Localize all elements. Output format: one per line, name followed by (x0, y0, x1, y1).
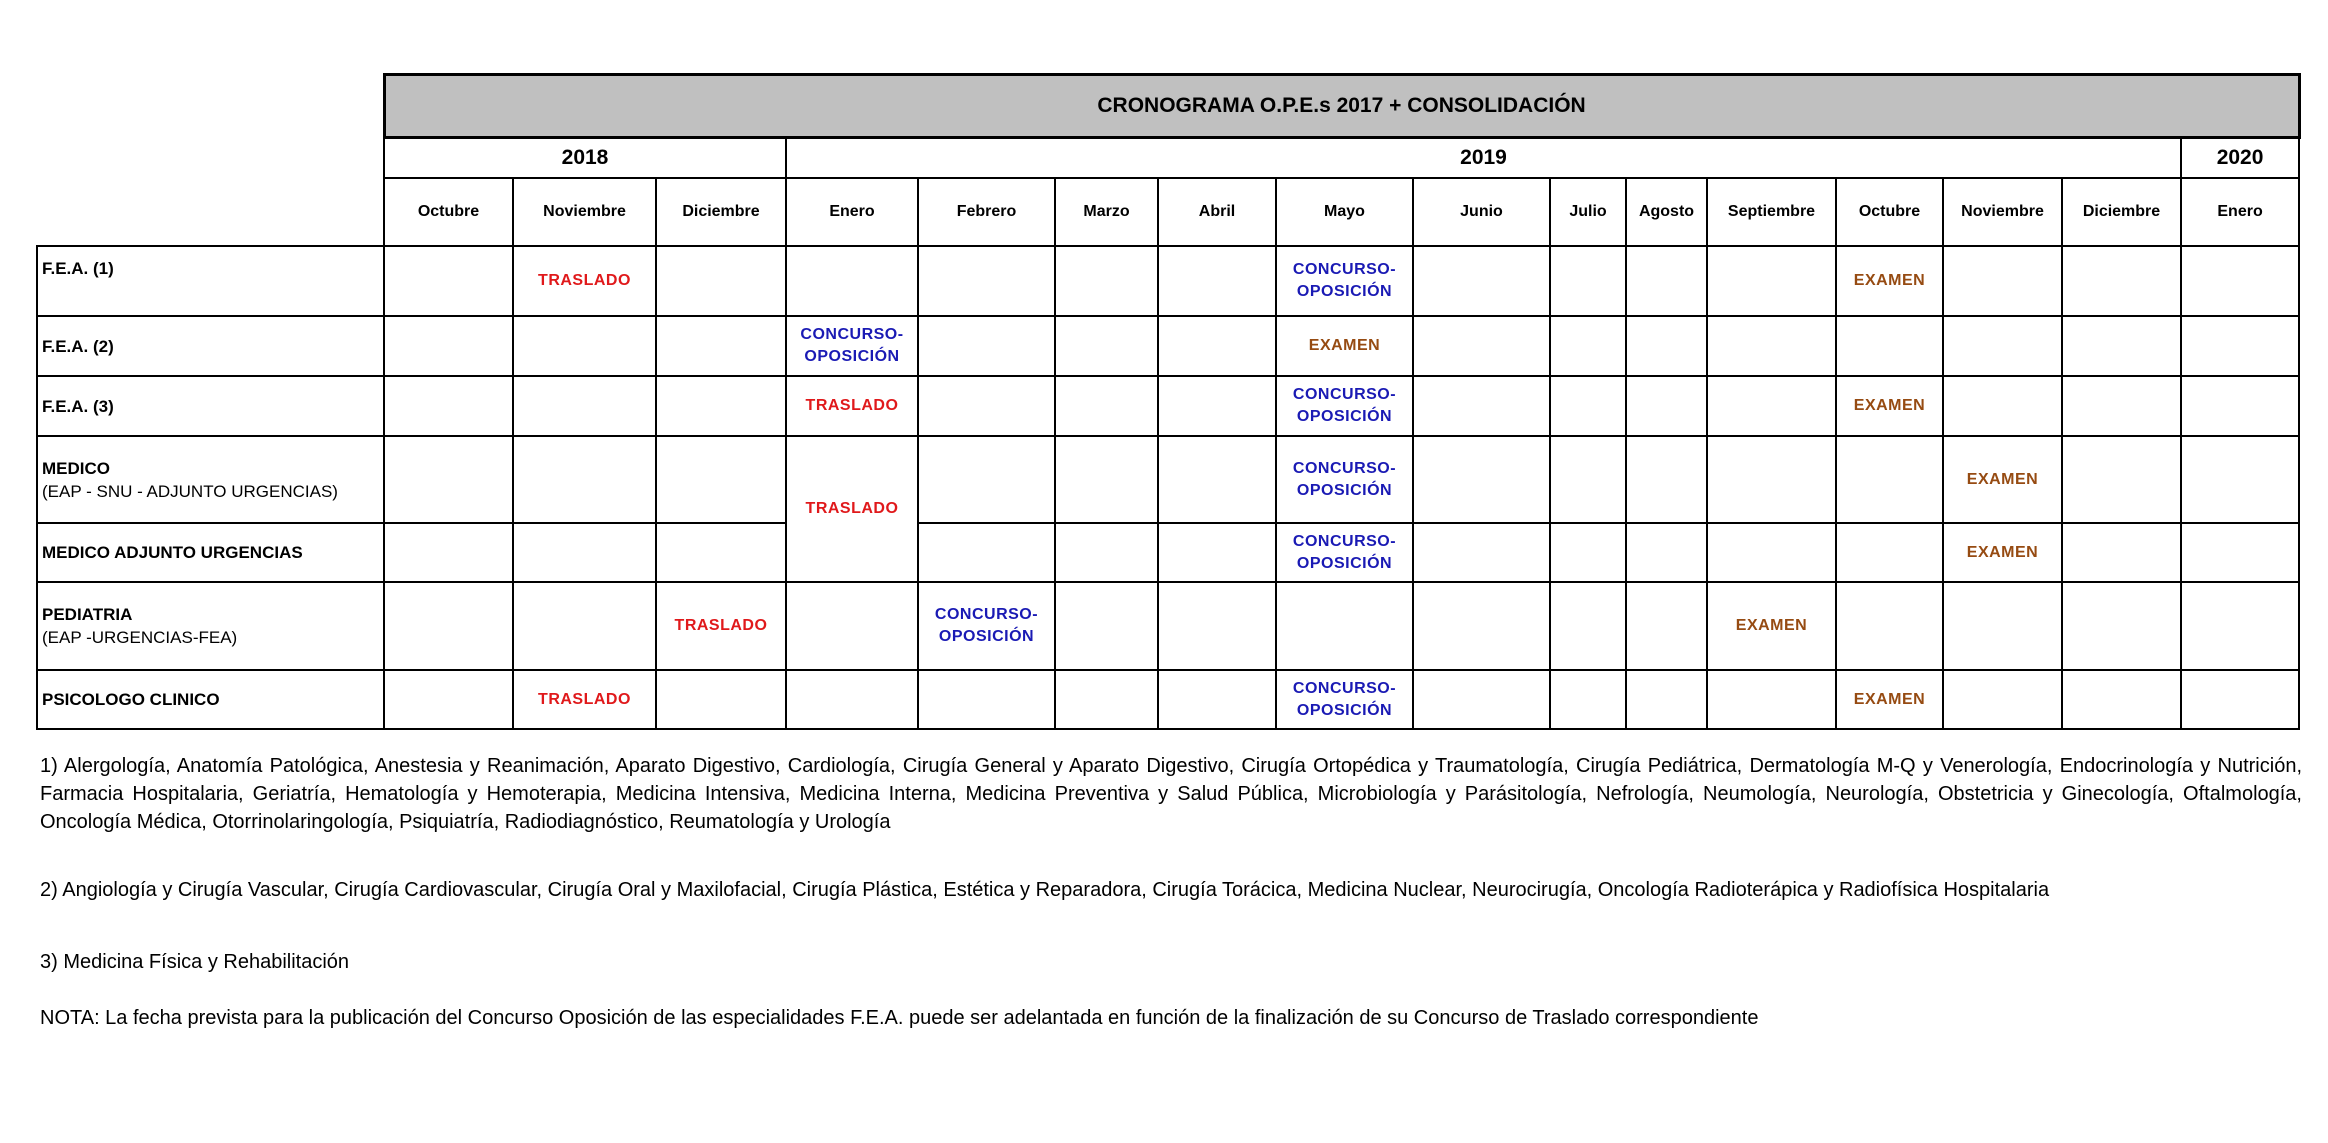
month-header: Julio (1550, 178, 1626, 246)
year-2018: 2018 (384, 138, 786, 179)
corner-blank (37, 75, 384, 138)
examen-event: EXAMEN (1966, 543, 2039, 561)
month-header: Junio (1413, 178, 1550, 246)
corner-blank (37, 138, 384, 179)
month-header: Noviembre (513, 178, 656, 246)
month-header: Enero (786, 178, 918, 246)
corner-blank (37, 178, 384, 246)
traslado-event: TRASLADO (538, 690, 631, 708)
examen-event: EXAMEN (1308, 337, 1381, 354)
month-header: Octubre (384, 178, 513, 246)
month-header: Agosto (1626, 178, 1707, 246)
concurso-event: CONCURSO- OPOSICIÓN (1276, 670, 1413, 729)
row-label: PSICOLOGO CLINICO (37, 670, 384, 729)
table-row (37, 376, 2299, 436)
footnote-1: 1) Alergología, Anatomía Patológica, Anestesia y Reanimación, Aparato Digestivo, Cardiología, Cirugía General y Aparato Digestivo, Cirugía Ortopédica y Traumatología, Cirugía Pediátrica, Dermatología M-Q y Venerología, Endocrinología y Nutrición, Farmacia Hospitalaria, Geriatría, Hematología y Hemoterapia, Medicina Intensiva, Medicina Interna, Medicina Preventiva y Salud Pública, Microbiología y Parásitología, Nefrología, Neumología, Neurología, Obstetricia y Ginecología, Oftalmología, Oncología Médica, Otorrinolaringología, Psiquiatría, Radiodiagnóstico, Reumatología y Urología (40, 755, 2302, 833)
row-label: F.E.A. (1) (37, 246, 384, 316)
examen-event: EXAMEN (1853, 397, 1926, 414)
footnote-3: 3) Medicina Física y Rehabilitación (40, 951, 350, 973)
concurso-event: CONCURSO- OPOSICIÓN (1276, 376, 1413, 436)
chart-title: CRONOGRAMA O.P.E.s 2017 + CONSOLIDACIÓN (384, 75, 2299, 138)
schedule-table (36, 73, 2301, 730)
table-row (37, 316, 2299, 376)
month-header: Octubre (1836, 178, 1943, 246)
traslado-event: TRASLADO (805, 397, 899, 414)
concurso-event: CONCURSO- OPOSICIÓN (918, 582, 1055, 670)
traslado-event: TRASLADO (538, 272, 631, 289)
month-header: Marzo (1055, 178, 1158, 246)
footnotes (40, 752, 2302, 1032)
table-row (37, 436, 2299, 523)
month-header: Abril (1158, 178, 1276, 246)
traslado-event: TRASLADO (674, 617, 768, 634)
row-label: MEDICO ADJUNTO URGENCIAS (37, 523, 384, 582)
year-2019: 2019 (786, 138, 2181, 179)
examen-event: EXAMEN (1853, 690, 1926, 708)
concurso-event: CONCURSO- OPOSICIÓN (1276, 523, 1413, 582)
month-header: Febrero (918, 178, 1055, 246)
concurso-event: CONCURSO- OPOSICIÓN (1276, 436, 1413, 523)
year-2020: 2020 (2181, 138, 2299, 179)
month-header: Mayo (1276, 178, 1413, 246)
month-header: Diciembre (2062, 178, 2181, 246)
row-label: F.E.A. (2) (37, 316, 384, 376)
examen-event: EXAMEN (1853, 272, 1926, 289)
concurso-event: CONCURSO- OPOSICIÓN (1276, 246, 1413, 316)
concurso-event: CONCURSO- OPOSICIÓN (786, 316, 918, 376)
examen-event: EXAMEN (1966, 470, 2039, 488)
examen-event: EXAMEN (1735, 617, 1808, 634)
footnote-2: 2) Angiología y Cirugía Vascular, Cirugía Cardiovascular, Cirugía Oral y Maxilofacial, Cirugía Plástica, Estética y Reparadora, Cirugía Torácica, Medicina Nuclear, Neurocirugía, Oncología Radioterápica y Radiofísica Hospitalaria (40, 879, 2050, 901)
month-header: Noviembre (1943, 178, 2062, 246)
month-header: Enero (2181, 178, 2299, 246)
row-label: MEDICO (EAP - SNU - ADJUNTO URGENCIAS) (37, 436, 384, 523)
footnote-nota: NOTA: La fecha prevista para la publicación del Concurso Oposición de las especialidades F.E.A. puede ser adelantada en función de la finalización de su Concurso de Traslado correspondiente (40, 1007, 1759, 1029)
month-header: Diciembre (656, 178, 786, 246)
table-row (37, 246, 2299, 316)
table-row (37, 523, 2299, 582)
row-label: PEDIATRIA (EAP -URGENCIAS-FEA) (37, 582, 384, 670)
table-row (37, 582, 2299, 670)
traslado-event: TRASLADO (805, 500, 899, 517)
month-header: Septiembre (1707, 178, 1836, 246)
table-row (37, 670, 2299, 729)
row-label: F.E.A. (3) (37, 376, 384, 436)
